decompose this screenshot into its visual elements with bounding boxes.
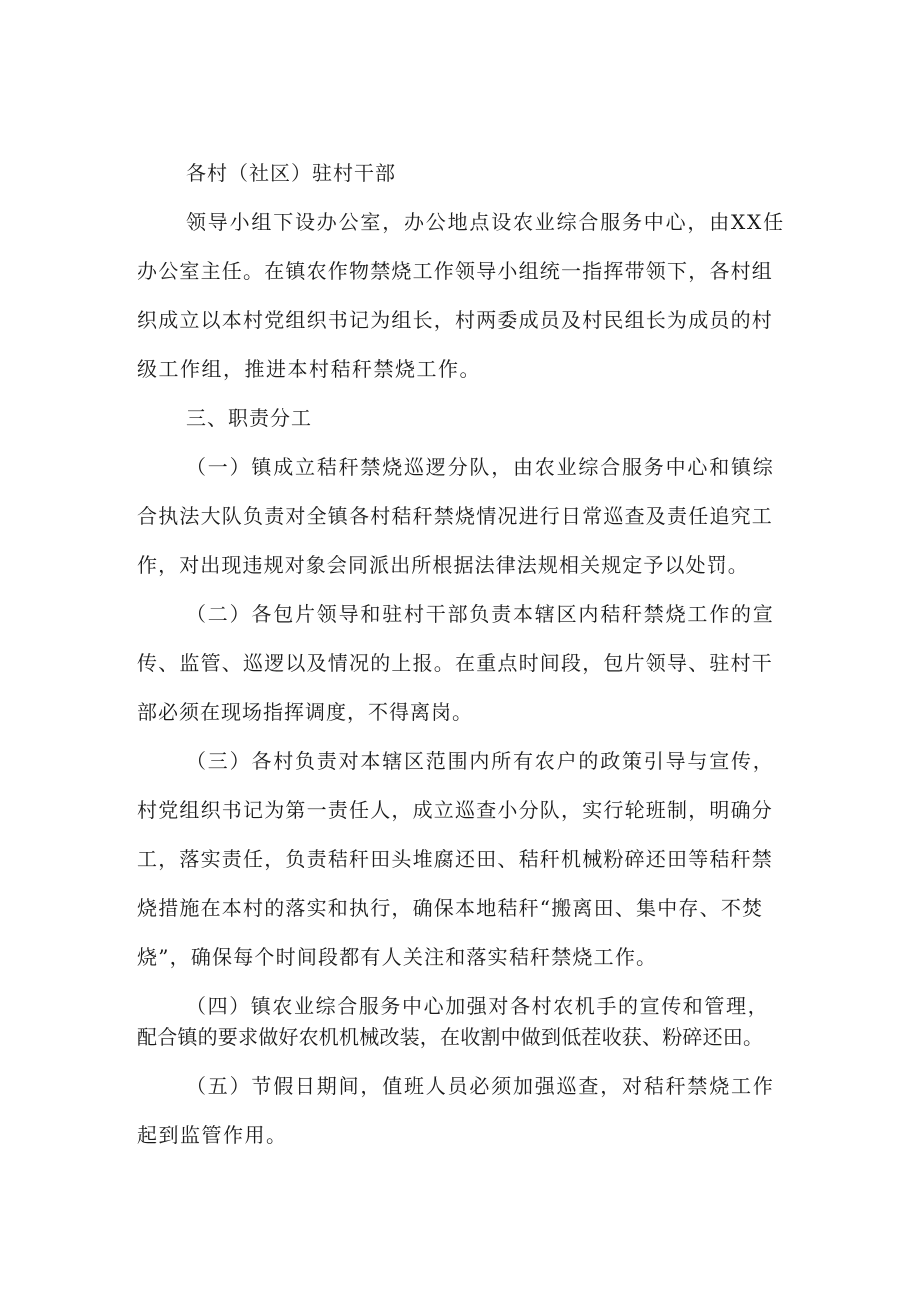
line-16: 烧措施在本村的落实和执行，确保本地秸秆“搬离田、集中存、不焚 [137, 896, 764, 920]
line-2: 领导小组下设办公室，办公地点设农业综合服务中心，由XX任 [186, 210, 785, 234]
line-8: 合执法大队负责对全镇各村秸秆禁烧情况进行日常巡查及责任追究工 [137, 504, 773, 528]
line-17: 烧”，确保每个时间段都有人关注和落实秸秆禁烧工作。 [137, 945, 658, 969]
line-3: 办公室主任。在镇农作物禁烧工作领导小组统一指挥带领下，各村组 [137, 259, 773, 283]
line-20: （五）节假日期间，值班人员必须加强巡查，对秸秆禁烧工作 [186, 1074, 775, 1098]
line-10: （二）各包片领导和驻村干部负责本辖区内秸秆禁烧工作的宣 [186, 602, 775, 626]
line-21: 起到监管作用。 [137, 1123, 288, 1147]
line-19: 配合镇的要求做好农机机械改装，在收割中做到低茬收获、粉碎还田。 [137, 1025, 764, 1049]
section-heading-duties: 三、职责分工 [186, 406, 312, 430]
line-1: 各村（社区）驻村干部 [186, 161, 396, 185]
line-11: 传、监管、巡逻以及情况的上报。在重点时间段，包片领导、驻村干 [137, 651, 773, 675]
line-4: 织成立以本村党组织书记为组长，村两委成员及村民组长为成员的村 [137, 308, 773, 332]
line-14: 村党组织书记为第一责任人，成立巡查小分队，实行轮班制，明确分 [137, 798, 773, 822]
line-9: 作，对出现违规对象会同派出所根据法律法规相关规定予以处罚。 [137, 553, 749, 577]
line-18: （四）镇农业综合服务中心加强对各村农机手的宣传和管理， [186, 994, 770, 1018]
line-5: 级工作组，推进本村秸秆禁烧工作。 [137, 357, 481, 381]
line-12: 部必须在现场指挥调度，不得离岗。 [137, 700, 473, 724]
line-13: （三）各村负责对本辖区范围内所有农户的政策引导与宣传， [186, 749, 775, 773]
line-7: （一）镇成立秸秆禁烧巡逻分队，由农业综合服务中心和镇综 [186, 455, 775, 479]
line-15: 工，落实责任，负责秸秆田头堆腐还田、秸秆机械粉碎还田等秸秆禁 [137, 847, 773, 871]
